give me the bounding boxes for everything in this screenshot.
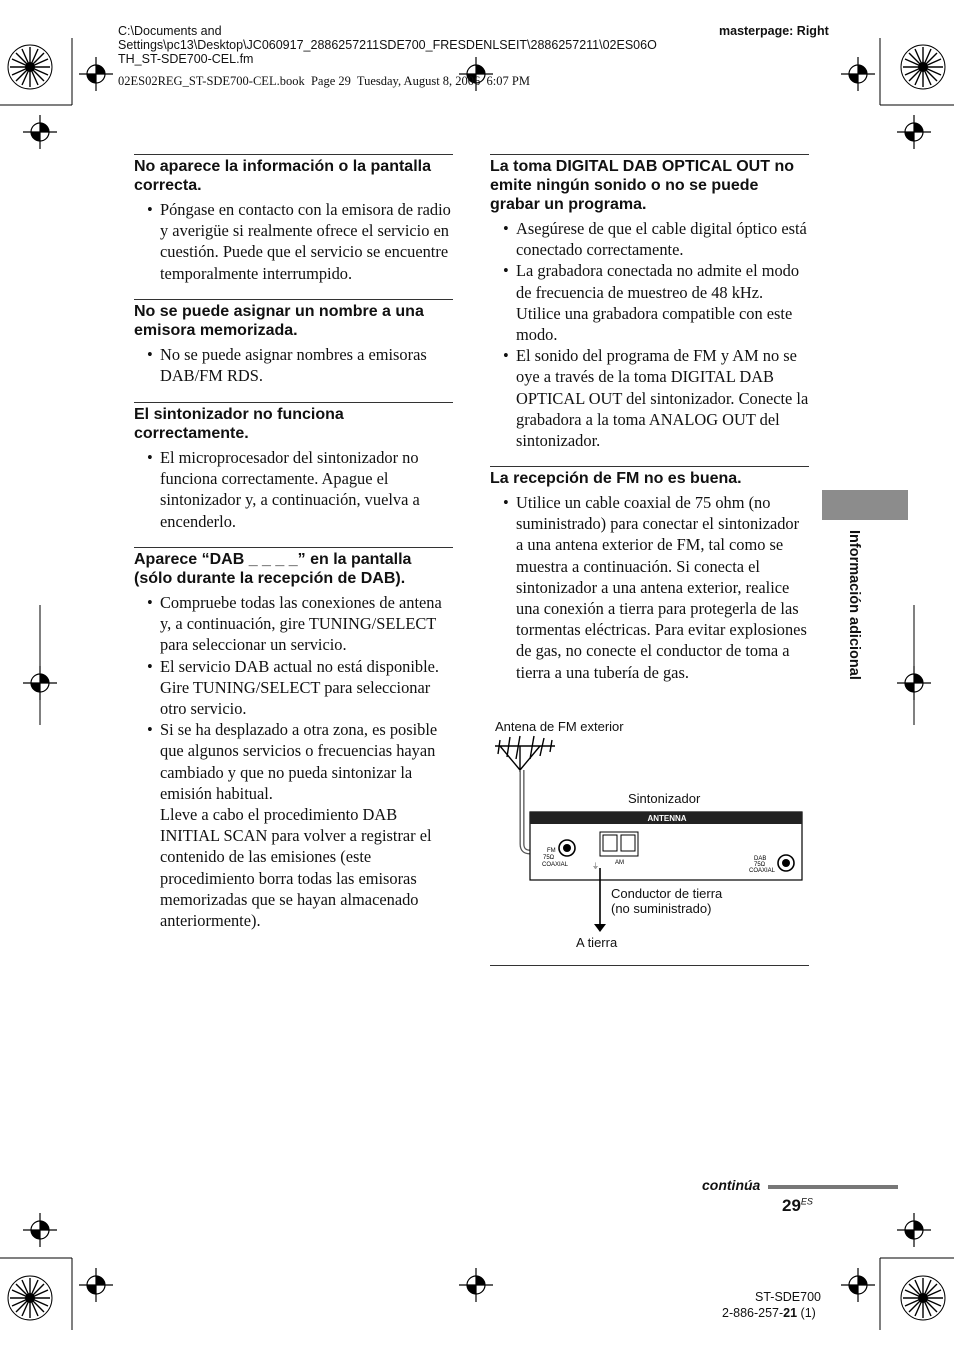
tuner-label: Sintonizador (628, 791, 701, 806)
bullet-item: • Compruebe todas las conexiones de antena y, a continuación, gire TUNING/SELECT para seleccionar un servicio. (160, 592, 453, 656)
dab-jack-label: DAB (754, 856, 767, 862)
page-number (782, 1196, 813, 1216)
ground-arrow-icon (594, 924, 606, 932)
section-fm-reception (490, 466, 809, 683)
bullet-item: • Póngase en contacto con la emisora de radio y averigüe si realmente ofrece el servicio en cuestión. Puede que el servicio se encuentre temporalmente interrumpido. (160, 199, 453, 284)
section-tuner-fault (134, 402, 453, 532)
svg-text:AM: AM (615, 860, 624, 866)
part-code (722, 1306, 816, 1320)
svg-text:⏚: ⏚ (592, 863, 599, 870)
svg-text:75Ω: 75Ω (754, 862, 766, 868)
section-heading: No se puede asignar un nombre a una emisora memorizada. (134, 299, 453, 340)
ground-wire-label: Conductor de tierra (no suministrado) (611, 886, 723, 916)
antenna-label: Antena de FM exterior (495, 719, 624, 734)
book-info-line: 02ES02REG_ST-SDE700-CEL.book Page 29 Tuesday, August 8, 2006 6:07 PM (118, 74, 530, 88)
bullet-item: • El sonido del programa de FM y AM no se oye a través de la toma DIGITAL DAB OPTICAL OUT del sintonizador. Conecte la grabadora a la toma ANALOG OUT del sintonizador. (516, 345, 809, 451)
bullet-item: • No se puede asignar nombres a emisoras DAB/FM RDS. (160, 344, 453, 386)
diagram-bottom-rule (490, 965, 809, 966)
masterpage-label: masterpage: Right (719, 24, 829, 38)
part-code-prefix: 2-886-257- (722, 1306, 784, 1320)
section-no-name (134, 299, 453, 386)
part-code-bold: 21 (783, 1306, 798, 1320)
svg-text:COAXIAL: COAXIAL (749, 868, 776, 874)
continues-bar (768, 1185, 898, 1189)
continues-label: continúa (702, 1177, 761, 1193)
svg-text:COAXIAL: COAXIAL (542, 862, 569, 868)
file-path-line-1: C:\Documents and (118, 24, 222, 38)
part-code-suffix: (1) (797, 1306, 816, 1320)
section-heading: El sintonizador no funciona correctamente. (134, 402, 453, 443)
section-dab-display (134, 547, 453, 931)
page-number-suffix: ES (800, 1196, 813, 1207)
model-label: ST-SDE700 (755, 1290, 822, 1304)
bullet-item: • Asegúrese de que el cable digital óptico está conectado correctamente. (516, 218, 809, 260)
section-heading: No aparece la información o la pantalla correcta. (134, 154, 453, 195)
antenna-connection-diagram (490, 732, 820, 952)
svg-text:75Ω: 75Ω (543, 855, 555, 861)
section-heading: La recepción de FM no es buena. (490, 466, 809, 488)
file-path-header (118, 24, 718, 66)
bullet-item: • El servicio DAB actual no está disponible. Gire TUNING/SELECT para seleccionar otro servicio. (160, 656, 453, 720)
ground-label: A tierra (576, 935, 618, 950)
continuation-paragraph: Lleve a cabo el procedimiento DAB INITIAL SCAN para volver a registrar el contenido de las emisiones (este procedimiento borra todas las emisoras memorizadas que se hayan almacenado anteriormente). (160, 805, 432, 931)
page-number-value: 29 (782, 1196, 801, 1215)
section-tab-label: Información adicional (846, 530, 862, 680)
antenna-panel-label: ANTENNA (647, 814, 687, 823)
file-path-line-3: TH_ST-SDE700-CEL.fm (118, 52, 254, 66)
bullet-item: • Si se ha desplazado a otra zona, es posible que algunos servicios o frecuencias hayan cambiado y que no pueda sintonizar la emisión habitual. (160, 719, 453, 804)
antenna-icon (495, 736, 555, 772)
section-tab (822, 490, 908, 520)
section-heading: Aparece “DAB _ _ _ _” en la pantalla (sólo durante la recepción de DAB). (134, 547, 453, 588)
file-path-line-2: Settings\pc13\Desktop\JC060917_2886257211SDE700_FRESDENLSEIT\2886257211\02ES06O (118, 38, 657, 52)
fm-jack-label: FM (547, 848, 556, 854)
section-optical-out (490, 154, 809, 451)
bullet-item: • El microprocesador del sintonizador no funciona correctamente. Apague el sintonizador y, a continuación, vuelva a encenderlo. (160, 447, 453, 532)
bullet-item: • La grabadora conectada no admite el modo de frecuencia de muestreo de 48 kHz. Utilice una grabadora compatible con este modo. (516, 260, 809, 345)
section-heading: La toma DIGITAL DAB OPTICAL OUT no emite ningún sonido o no se puede grabar un programa. (490, 154, 809, 214)
section-no-info (134, 154, 453, 284)
bullet-item: • Utilice un cable coaxial de 75 ohm (no suministrado) para conectar el sintonizador a una antena exterior de FM, tal como se muestra a continuación. Si conecta el sintonizador a una antena exterior, realice una conexión a tierra para protegerla de las tormentas eléctricas. Para evitar explosiones de gas, no conecte el conductor de toma a tierra a una tubería de gas. (516, 492, 809, 683)
